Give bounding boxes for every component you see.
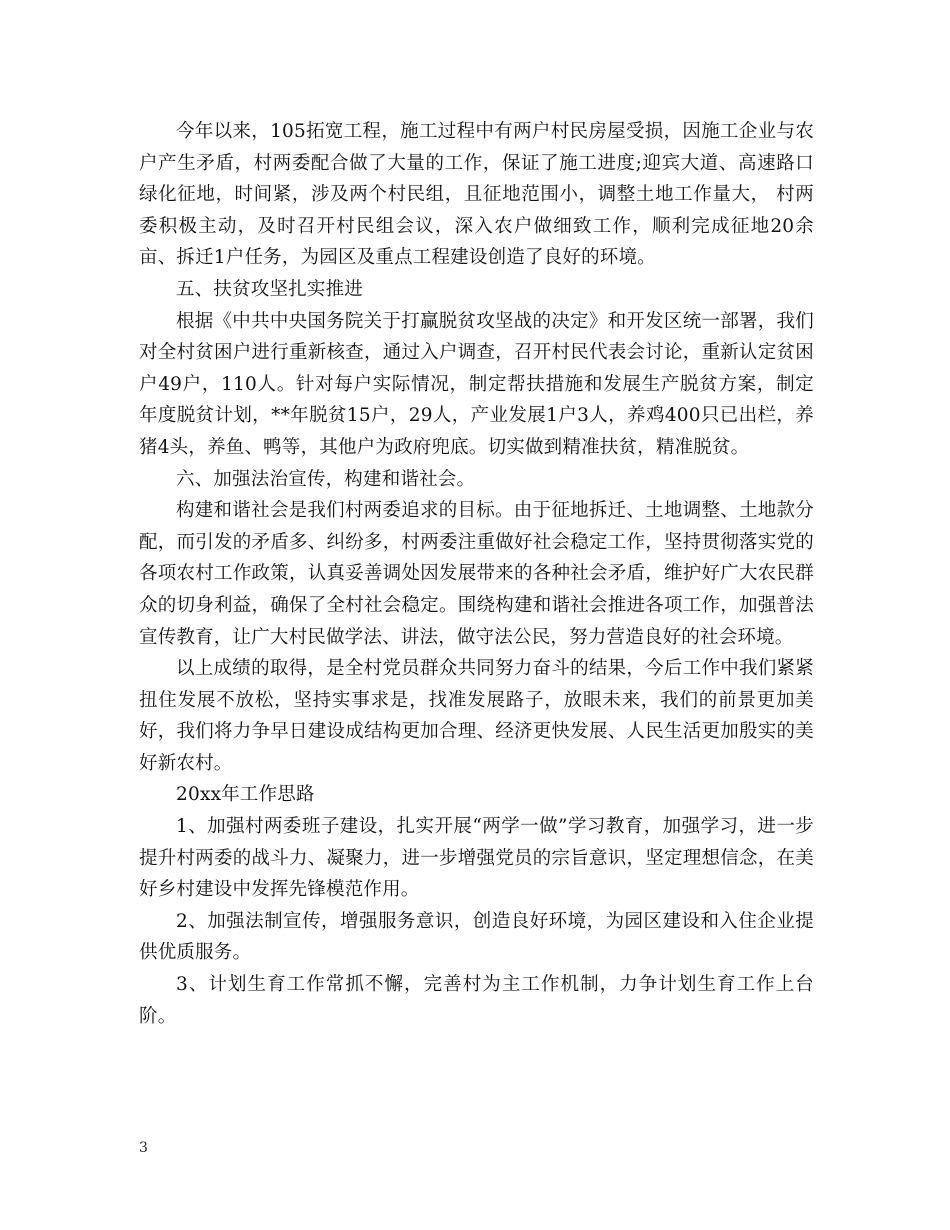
plan-item-1: 1、加强村两委班子建设，扎实开展“两学一做”学习教育，加强学习，进一步提升村两委的战斗力、凝聚力，进一步增强党员的宗旨意识，坚定理想信念，在美好乡村建设中发挥先锋模范作用。 [139,816,814,901]
paragraph-harmonious-society: 构建和谐社会是我们村两委追求的目标。由于征地拆迁、土地调整、土地款分配，而引发的矛盾多、纠纷多，村两委注重做好社会稳定工作，坚持贯彻落实党的各项农村工作政策，认真妥善调处因发展带来的各种社会矛盾，维护好广大农民群众的切身利益，确保了全村社会稳定。围绕构建和谐社会推进各项工作，加强普法宣传教育，让广大村民做学法、讲法，做守法公民，努力营造良好的社会环境。 [139,500,814,648]
paragraph-land-acquisition: 今年以来，105拓宽工程，施工过程中有两户村民房屋受损，因施工企业与农户产生矛盾，村两委配合做了大量的工作，保证了施工进度;迎宾大道、高速路口绿化征地，时间紧，涉及两个村民组，且征地范围小，调整土地工作量大， 村两委积极主动，及时召开村民组会议，深入农户做细致工作，顺利完成征地20余亩、拆迁1户任务，为园区及重点工程建设创造了良好的环境。 [139,121,814,269]
plan-item-3: 3、计划生育工作常抓不懈，完善村为主工作机制，力争计划生育工作上台阶。 [139,974,814,1027]
paragraph-poverty-alleviation: 根据《中共中央国务院关于打赢脱贫攻坚战的决定》和开发区统一部署，我们对全村贫困户进行重新核查，通过入户调查，召开村民代表会讨论，重新认定贫困户49户，110人。针对每户实际情况，制定帮扶措施和发展生产脱贫方案，制定年度脱贫计划，**年脱贫15户，29人，产业发展1户3人，养鸡400只已出栏，养猪4头，养鱼、鸭等，其他户为政府兜底。切实做到精准扶贫，精准脱贫。 [139,310,814,458]
paragraph-conclusion: 以上成绩的取得，是全村党员群众共同努力奋斗的结果，今后工作中我们紧紧扭住发展不放松，坚持实事求是，找准发展路子，放眼未来，我们的前景更加美好，我们将力争早日建设成结构更加合理、经济更快发展、人民生活更加殷实的美好新农村。 [139,658,814,774]
section-heading-poverty-alleviation: 五、扶贫攻坚扎实推进 [176,278,364,300]
document-body [139,116,814,1032]
section-heading-work-plan: 20xx年工作思路 [176,784,315,806]
plan-item-2: 2、加强法制宣传，增强服务意识，创造良好环境，为园区建设和入住企业提供优质服务。 [139,910,814,964]
section-heading-legal-publicity: 六、加强法治宣传，构建和谐社会。 [176,468,476,490]
page-number: 3 [139,1140,148,1156]
